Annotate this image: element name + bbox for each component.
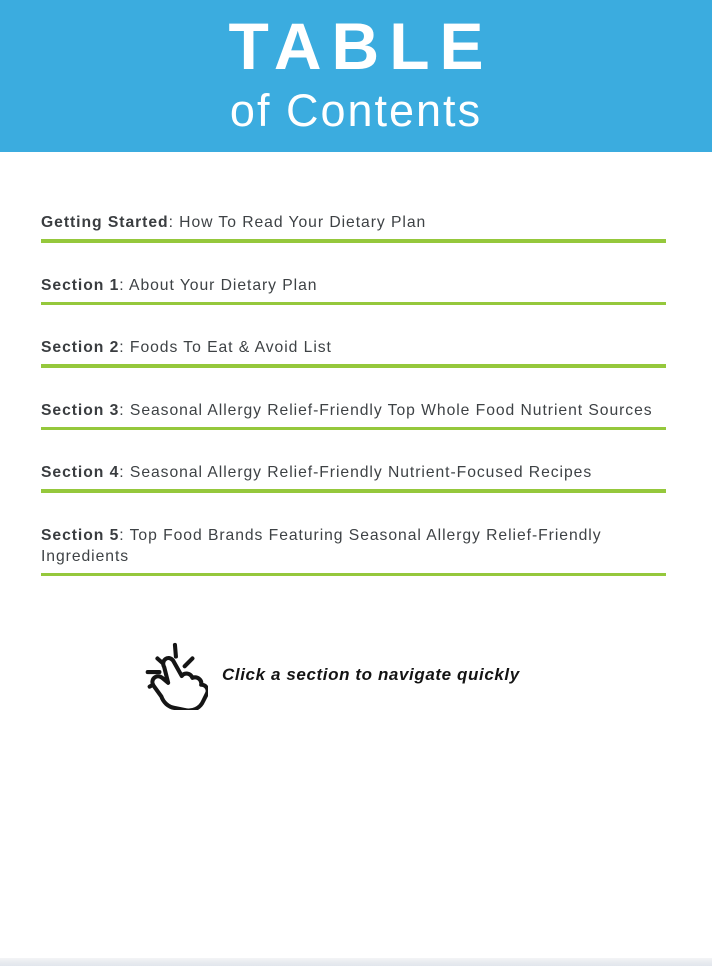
toc-entry-label: Section 2 [41,339,120,356]
page-subtitle: of Contents [229,85,483,136]
toc-entry-text [41,337,666,358]
toc-entry-label: Section 4 [41,464,120,481]
toc-entry-section-5[interactable] [41,525,666,577]
green-underline [41,573,666,577]
navigation-hint-text: Click a section to navigate quickly [222,665,520,684]
toc-entry-section-1[interactable] [41,275,666,306]
toc-entry-label: Getting Started [41,214,169,231]
click-hand-icon [138,640,208,710]
toc-entry-text [41,400,666,421]
toc-entry-title: : Seasonal Allergy Relief-Friendly Top Whole Food Nutrient Sources [119,401,653,419]
toc-entry-title: : Foods To Eat & Avoid List [119,339,332,356]
toc-entry-getting-started[interactable] [41,212,666,243]
green-underline [41,302,666,306]
toc-entry-text [41,462,666,483]
toc-entry-text [41,525,666,567]
green-underline [41,364,666,368]
page-header-banner [0,0,712,152]
page-bottom-edge [0,958,712,966]
green-underline [41,239,666,243]
toc-entry-label: Section 1 [41,276,120,294]
toc-entry-text [41,212,666,233]
toc-entry-title: : About Your Dietary Plan [119,276,318,294]
toc-entry-title: : Seasonal Allergy Relief-Friendly Nutrient-Focused Recipes [119,464,593,481]
toc-entry-section-2[interactable] [41,337,666,368]
toc-entry-label: Section 3 [41,401,120,419]
toc-entry-label: Section 5 [41,526,120,544]
green-underline [41,489,666,493]
table-of-contents [41,152,666,608]
toc-entry-title: : Top Food Brands Featuring Seasonal Allergy Relief-Friendly Ingredients [41,526,602,565]
green-underline [41,427,666,431]
toc-entry-section-4[interactable] [41,462,666,493]
toc-entry-title: : How To Read Your Dietary Plan [168,214,427,231]
toc-entry-text [41,275,666,296]
toc-entry-section-3[interactable] [41,400,666,431]
navigation-hint [138,640,672,710]
page-title: TABLE [228,9,494,83]
